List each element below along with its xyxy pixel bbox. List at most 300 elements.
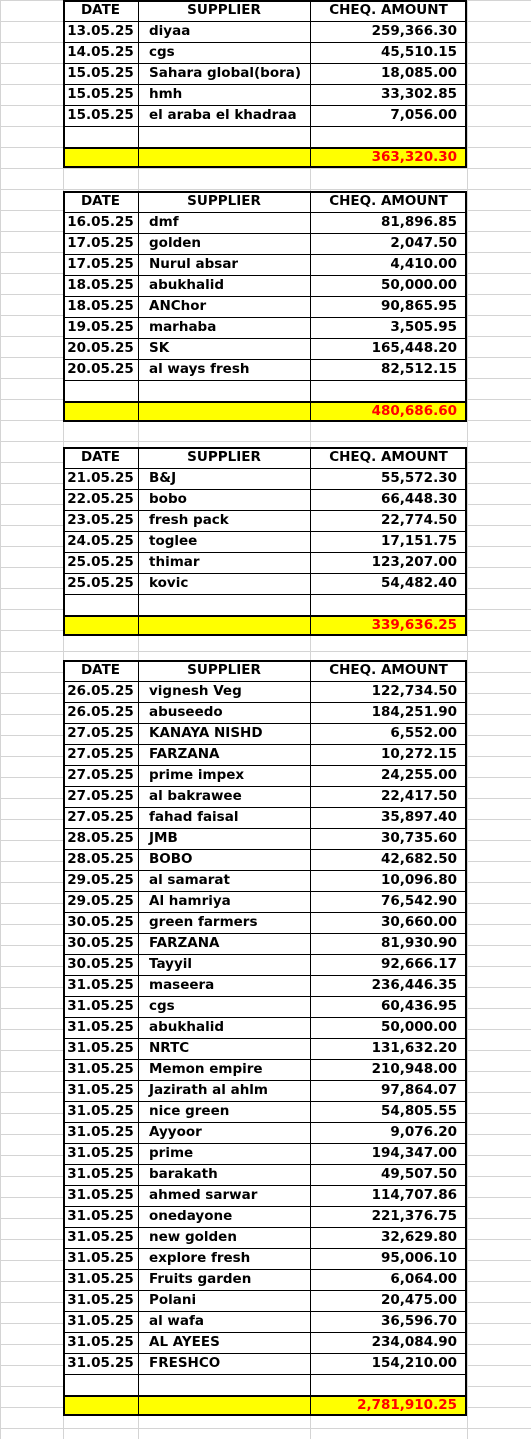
row-divider	[63, 1164, 467, 1165]
row-divider	[63, 380, 467, 381]
amount-cell: 81,930.90	[380, 935, 457, 951]
row-divider	[63, 105, 467, 106]
date-header: DATE	[80, 193, 121, 209]
column-divider	[310, 191, 311, 422]
total-row	[63, 615, 467, 636]
row-divider	[63, 828, 467, 829]
amount-cell: 122,734.50	[371, 683, 457, 699]
supplier-cell: maseera	[149, 977, 215, 993]
amount-cell: 81,896.85	[380, 214, 457, 230]
total-row	[63, 147, 467, 168]
row-divider	[63, 786, 467, 787]
amount-cell: 95,006.10	[380, 1250, 457, 1266]
column-divider	[465, 191, 467, 422]
amount-cell: 30,735.60	[380, 830, 457, 846]
table-row	[63, 849, 467, 870]
supplier-cell: thimar	[149, 554, 200, 570]
supplier-cell: ANChor	[149, 298, 207, 314]
column-divider	[465, 447, 467, 636]
amount-cell: 17,151.75	[380, 533, 457, 549]
amount-cell: 123,207.00	[371, 554, 457, 570]
table-row	[63, 105, 467, 126]
row-divider	[63, 1143, 467, 1144]
amount-cell: 36,596.70	[380, 1313, 457, 1329]
date-cell: 31.05.25	[67, 1145, 134, 1161]
supplier-cell: Sahara global(bora)	[149, 65, 302, 81]
column-divider	[310, 447, 311, 636]
amount-cell: 60,436.95	[380, 998, 457, 1014]
row-divider	[63, 1227, 467, 1228]
row-divider	[63, 954, 467, 955]
date-cell: 31.05.25	[67, 1061, 134, 1077]
row-divider	[63, 891, 467, 892]
supplier-cell: fahad faisal	[149, 809, 239, 825]
total-amount: 363,320.30	[371, 149, 457, 165]
row-divider	[63, 681, 467, 682]
amount-cell: 97,864.07	[380, 1082, 457, 1098]
supplier-cell: SK	[149, 340, 170, 356]
amount-cell: 114,707.86	[371, 1187, 457, 1203]
date-cell: 31.05.25	[67, 1019, 134, 1035]
table-row	[63, 317, 467, 338]
table-row	[63, 1164, 467, 1185]
supplier-cell: explore fresh	[149, 1250, 251, 1266]
total-empty-cell	[138, 615, 310, 636]
table-row	[63, 723, 467, 744]
table-row	[63, 359, 467, 380]
amount-cell: 33,302.85	[380, 86, 457, 102]
header-row	[63, 660, 467, 681]
table-row	[63, 489, 467, 510]
total-amount: 480,686.60	[371, 403, 457, 419]
amount-cell: 24,255.00	[380, 767, 457, 783]
amount-cell: 2,047.50	[390, 235, 457, 251]
row-divider	[63, 933, 467, 934]
total-empty-cell	[138, 1395, 310, 1416]
supplier-cell: Memon empire	[149, 1061, 263, 1077]
header-row	[63, 447, 467, 468]
supplier-cell: abukhalid	[149, 277, 225, 293]
row-divider	[63, 702, 467, 703]
row-divider	[63, 573, 467, 574]
supplier-cell: Jazirath al ahlm	[149, 1082, 269, 1098]
date-cell: 31.05.25	[67, 1187, 134, 1203]
row-divider	[63, 1248, 467, 1249]
row-divider	[63, 147, 467, 149]
table-row	[63, 233, 467, 254]
blank-row	[63, 380, 467, 401]
table-row	[63, 681, 467, 702]
row-divider	[63, 1206, 467, 1207]
row-divider	[63, 765, 467, 766]
date-cell: 26.05.25	[67, 704, 134, 720]
blank-row	[63, 1374, 467, 1395]
cheque-table-3	[63, 447, 467, 636]
amount-cell: 50,000.00	[380, 1019, 457, 1035]
row-divider	[63, 1395, 467, 1397]
table-row	[63, 1311, 467, 1332]
total-row	[63, 401, 467, 422]
table-row	[63, 996, 467, 1017]
supplier-cell: Fruits garden	[149, 1271, 252, 1287]
supplier-cell: fresh pack	[149, 512, 229, 528]
supplier-cell: kovic	[149, 575, 189, 591]
date-cell: 28.05.25	[67, 851, 134, 867]
row-divider	[63, 0, 467, 2]
row-divider	[63, 338, 467, 339]
date-cell: 31.05.25	[67, 1250, 134, 1266]
date-cell: 31.05.25	[67, 1229, 134, 1245]
date-cell: 31.05.25	[67, 977, 134, 993]
date-cell: 28.05.25	[67, 830, 134, 846]
date-cell: 29.05.25	[67, 872, 134, 888]
date-cell: 17.05.25	[67, 256, 134, 272]
supplier-cell: prime impex	[149, 767, 245, 783]
row-divider	[63, 594, 467, 595]
blank-row	[63, 594, 467, 615]
table-row	[63, 828, 467, 849]
row-divider	[63, 807, 467, 808]
supplier-cell: B&J	[149, 470, 177, 486]
date-cell: 14.05.25	[67, 44, 134, 60]
row-divider	[63, 468, 467, 469]
amount-cell: 18,085.00	[380, 65, 457, 81]
date-cell: 30.05.25	[67, 935, 134, 951]
row-divider	[63, 1017, 467, 1018]
row-divider	[63, 996, 467, 997]
supplier-cell: JMB	[149, 830, 178, 846]
row-divider	[63, 912, 467, 913]
supplier-cell: el araba el khadraa	[149, 107, 297, 123]
amount-cell: 10,096.80	[380, 872, 457, 888]
table-row	[63, 21, 467, 42]
supplier-cell: bobo	[149, 491, 187, 507]
date-cell: 31.05.25	[67, 1124, 134, 1140]
date-cell: 16.05.25	[67, 214, 134, 230]
row-divider	[63, 275, 467, 276]
row-divider	[63, 447, 467, 449]
table-row	[63, 1248, 467, 1269]
supplier-cell: Nurul absar	[149, 256, 239, 272]
supplier-cell: FARZANA	[149, 746, 220, 762]
row-divider	[63, 359, 467, 360]
table-row	[63, 702, 467, 723]
row-divider	[63, 1122, 467, 1123]
date-cell: 31.05.25	[67, 1040, 134, 1056]
amount-header: CHEQ. AMOUNT	[329, 2, 448, 18]
amount-cell: 92,666.17	[380, 956, 457, 972]
amount-cell: 234,084.90	[371, 1334, 457, 1350]
supplier-cell: FRESHCO	[149, 1355, 221, 1371]
table-row	[63, 891, 467, 912]
row-divider	[63, 552, 467, 553]
supplier-cell: Al hamriya	[149, 893, 231, 909]
table-row	[63, 84, 467, 105]
column-divider	[63, 191, 65, 422]
date-cell: 18.05.25	[67, 277, 134, 293]
supplier-cell: NRTC	[149, 1040, 190, 1056]
supplier-cell: onedayone	[149, 1208, 233, 1224]
date-header: DATE	[80, 2, 121, 18]
amount-cell: 221,376.75	[371, 1208, 457, 1224]
date-cell: 17.05.25	[67, 235, 134, 251]
date-cell: 27.05.25	[67, 809, 134, 825]
table-row	[63, 468, 467, 489]
amount-cell: 54,482.40	[380, 575, 457, 591]
amount-cell: 20,475.00	[380, 1292, 457, 1308]
table-row	[63, 275, 467, 296]
supplier-cell: toglee	[149, 533, 198, 549]
table-row	[63, 531, 467, 552]
supplier-cell: hmh	[149, 86, 183, 102]
row-divider	[63, 723, 467, 724]
amount-cell: 35,897.40	[380, 809, 457, 825]
date-cell: 25.05.25	[67, 554, 134, 570]
date-cell: 31.05.25	[67, 1082, 134, 1098]
amount-cell: 50,000.00	[380, 277, 457, 293]
table-row	[63, 765, 467, 786]
table-row	[63, 870, 467, 891]
supplier-cell: green farmers	[149, 914, 258, 930]
supplier-header: SUPPLIER	[187, 662, 261, 678]
table-row	[63, 1332, 467, 1353]
row-divider	[63, 317, 467, 318]
table-row	[63, 1101, 467, 1122]
row-divider	[63, 63, 467, 64]
amount-cell: 22,774.50	[380, 512, 457, 528]
row-divider	[63, 1290, 467, 1291]
amount-cell: 42,682.50	[380, 851, 457, 867]
date-cell: 15.05.25	[67, 86, 134, 102]
date-cell: 31.05.25	[67, 1355, 134, 1371]
cheque-table-2	[63, 191, 467, 422]
amount-cell: 131,632.20	[371, 1040, 457, 1056]
supplier-cell: BOBO	[149, 851, 193, 867]
table-row	[63, 1059, 467, 1080]
row-divider	[63, 1374, 467, 1375]
date-cell: 20.05.25	[67, 340, 134, 356]
row-divider	[63, 296, 467, 297]
date-cell: 30.05.25	[67, 914, 134, 930]
row-divider	[63, 1332, 467, 1333]
amount-cell: 4,410.00	[390, 256, 457, 272]
supplier-cell: diyaa	[149, 23, 191, 39]
supplier-cell: al wafa	[149, 1313, 205, 1329]
date-cell: 23.05.25	[67, 512, 134, 528]
row-divider	[63, 975, 467, 976]
supplier-cell: al ways fresh	[149, 361, 250, 377]
row-divider	[63, 233, 467, 234]
date-cell: 31.05.25	[67, 1103, 134, 1119]
row-divider	[63, 615, 467, 617]
date-cell: 29.05.25	[67, 893, 134, 909]
amount-cell: 66,448.30	[380, 491, 457, 507]
amount-cell: 76,542.90	[380, 893, 457, 909]
supplier-cell: nice green	[149, 1103, 230, 1119]
row-divider	[63, 1038, 467, 1039]
date-cell: 27.05.25	[67, 767, 134, 783]
row-divider	[63, 212, 467, 213]
table-row	[63, 42, 467, 63]
row-divider	[63, 166, 467, 168]
total-empty-cell	[138, 147, 310, 168]
supplier-cell: cgs	[149, 998, 175, 1014]
supplier-cell: al samarat	[149, 872, 230, 888]
table-row	[63, 338, 467, 359]
row-divider	[63, 21, 467, 22]
header-row	[63, 191, 467, 212]
date-cell: 27.05.25	[67, 725, 134, 741]
supplier-cell: new golden	[149, 1229, 237, 1245]
date-cell: 18.05.25	[67, 298, 134, 314]
row-divider	[63, 634, 467, 636]
date-cell: 25.05.25	[67, 575, 134, 591]
table-row	[63, 786, 467, 807]
column-divider	[138, 447, 139, 636]
row-divider	[63, 849, 467, 850]
supplier-header: SUPPLIER	[187, 2, 261, 18]
date-header: DATE	[80, 662, 121, 678]
row-divider	[63, 1101, 467, 1102]
supplier-cell: ahmed sarwar	[149, 1187, 258, 1203]
total-empty-cell	[63, 1395, 138, 1416]
amount-cell: 210,948.00	[371, 1061, 457, 1077]
date-cell: 31.05.25	[67, 1166, 134, 1182]
row-divider	[63, 420, 467, 422]
row-divider	[63, 870, 467, 871]
supplier-cell: AL AYEES	[149, 1334, 220, 1350]
table-row	[63, 1227, 467, 1248]
amount-cell: 55,572.30	[380, 470, 457, 486]
supplier-cell: abukhalid	[149, 1019, 225, 1035]
amount-cell: 9,076.20	[390, 1124, 457, 1140]
row-divider	[63, 1414, 467, 1416]
row-divider	[63, 660, 467, 662]
row-divider	[63, 1185, 467, 1186]
supplier-cell: vignesh Veg	[149, 683, 242, 699]
supplier-cell: golden	[149, 235, 201, 251]
date-cell: 13.05.25	[67, 23, 134, 39]
date-cell: 31.05.25	[67, 1313, 134, 1329]
table-row	[63, 63, 467, 84]
date-cell: 27.05.25	[67, 788, 134, 804]
date-cell: 22.05.25	[67, 491, 134, 507]
total-amount: 339,636.25	[371, 617, 457, 633]
amount-cell: 259,366.30	[371, 23, 457, 39]
blank-row	[63, 126, 467, 147]
table-row	[63, 1017, 467, 1038]
table-row	[63, 807, 467, 828]
total-row	[63, 1395, 467, 1416]
date-cell: 24.05.25	[67, 533, 134, 549]
table-row	[63, 744, 467, 765]
row-divider	[63, 191, 467, 193]
table-row	[63, 1206, 467, 1227]
table-row	[63, 954, 467, 975]
total-empty-cell	[63, 147, 138, 168]
row-divider	[63, 84, 467, 85]
date-cell: 19.05.25	[67, 319, 134, 335]
column-divider	[63, 447, 65, 636]
supplier-cell: al bakrawee	[149, 788, 242, 804]
amount-cell: 90,865.95	[380, 298, 457, 314]
amount-cell: 10,272.15	[380, 746, 457, 762]
table-row	[63, 573, 467, 594]
row-divider	[63, 42, 467, 43]
supplier-cell: prime	[149, 1145, 194, 1161]
row-divider	[63, 510, 467, 511]
date-cell: 15.05.25	[67, 65, 134, 81]
amount-header: CHEQ. AMOUNT	[329, 449, 448, 465]
table-row	[63, 1290, 467, 1311]
row-divider	[63, 489, 467, 490]
table-row	[63, 1269, 467, 1290]
table-row	[63, 1185, 467, 1206]
date-cell: 31.05.25	[67, 998, 134, 1014]
date-cell: 31.05.25	[67, 1208, 134, 1224]
table-row	[63, 212, 467, 233]
date-header: DATE	[80, 449, 121, 465]
date-cell: 26.05.25	[67, 683, 134, 699]
date-cell: 20.05.25	[67, 361, 134, 377]
amount-cell: 82,512.15	[380, 361, 457, 377]
amount-cell: 30,660.00	[380, 914, 457, 930]
table-row	[63, 552, 467, 573]
amount-cell: 3,505.95	[390, 319, 457, 335]
supplier-cell: KANAYA NISHD	[149, 725, 263, 741]
amount-header: CHEQ. AMOUNT	[329, 193, 448, 209]
date-cell: 31.05.25	[67, 1271, 134, 1287]
row-divider	[63, 1353, 467, 1354]
total-empty-cell	[138, 401, 310, 422]
table-row	[63, 1080, 467, 1101]
supplier-cell: Ayyoor	[149, 1124, 202, 1140]
supplier-cell: cgs	[149, 44, 175, 60]
date-cell: 15.05.25	[67, 107, 134, 123]
table-row	[63, 1038, 467, 1059]
supplier-cell: barakath	[149, 1166, 218, 1182]
row-divider	[63, 1311, 467, 1312]
amount-cell: 154,210.00	[371, 1355, 457, 1371]
amount-cell: 194,347.00	[371, 1145, 457, 1161]
row-divider	[63, 744, 467, 745]
amount-cell: 32,629.80	[380, 1229, 457, 1245]
amount-cell: 49,507.50	[380, 1166, 457, 1182]
row-divider	[63, 1269, 467, 1270]
date-cell: 31.05.25	[67, 1334, 134, 1350]
amount-header: CHEQ. AMOUNT	[329, 662, 448, 678]
amount-cell: 54,805.55	[380, 1103, 457, 1119]
table-row	[63, 1353, 467, 1374]
amount-cell: 6,552.00	[390, 725, 457, 741]
supplier-header: SUPPLIER	[187, 193, 261, 209]
amount-cell: 7,056.00	[390, 107, 457, 123]
date-cell: 31.05.25	[67, 1292, 134, 1308]
amount-cell: 22,417.50	[380, 788, 457, 804]
amount-cell: 45,510.15	[380, 44, 457, 60]
table-row	[63, 254, 467, 275]
supplier-cell: Tayyil	[149, 956, 193, 972]
table-row	[63, 975, 467, 996]
supplier-cell: dmf	[149, 214, 179, 230]
column-divider	[138, 191, 139, 422]
supplier-cell: FARZANA	[149, 935, 220, 951]
total-amount: 2,781,910.25	[357, 1397, 457, 1413]
date-cell: 21.05.25	[67, 470, 134, 486]
row-divider	[63, 401, 467, 403]
table-row	[63, 1122, 467, 1143]
row-divider	[63, 254, 467, 255]
